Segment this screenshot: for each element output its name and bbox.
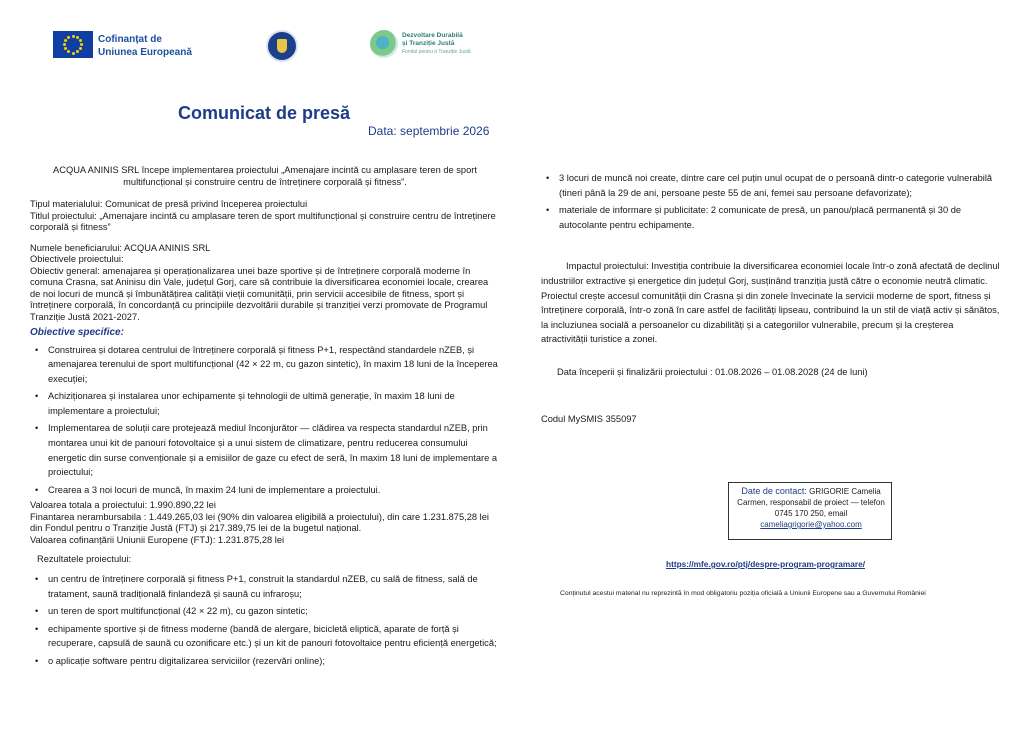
left-column	[30, 165, 500, 672]
page-title: Comunicat de presă	[178, 103, 351, 123]
results-list-left	[30, 572, 500, 669]
eu-star-icon	[79, 39, 82, 42]
project-title: Titlul proiectului: „Amenajare incintă cu amplasare teren de sport multifuncțional și construire centru de întreținere corporală și fitness”	[30, 210, 496, 232]
results-title: Rezultatele proiectului:	[37, 554, 132, 565]
disclaimer: Conținutul acestui material nu reprezintă în mod obligatoriu poziția oficială a Uniunii Europene sau a Guvernului României	[560, 590, 926, 597]
project-impact: Impactul proiectului: Investiția contribuie la diversificarea economiei locale într-o zonă afectată de declinul industriilor extractive și energetice din județul Gorj, susținând tranziția justă către o economie neutră climatic. Proiectul crește accesul comunității din Crasna și din zonele învecinate la servicii moderne de sport, fitness și întreținere corporală, într-o zonă în care astfel de facilități lipseau, contribuind la un stil de viață activ și sănătos, la incluziunea socială a persoanelor cu dizabilități și a categoriilor vulnerabile, precum și la creșterea atractivității turistice a zonei.	[541, 261, 1000, 345]
list-item: • materiale de informare și publicitate: 2 comunicate de presă, un panou/placă permanentă și 30 de autocolante pentru echipamente.	[541, 203, 1001, 232]
press-release-date: Data: septembrie 2026	[368, 124, 490, 138]
contact-box	[728, 482, 892, 540]
romanian-government-logo	[266, 30, 298, 62]
intro-paragraph: ACQUA ANINIS SRL începe implementarea proiectului „Amenajare incintă cu amplasare teren de sport multifuncțional și construire centru de întreținere corporală și fitness”.	[53, 165, 477, 187]
eu-cofinanced-logo-text	[98, 33, 192, 59]
eu-star-icon	[76, 50, 79, 53]
eu-star-icon	[64, 39, 67, 42]
objectives-label: Obiectivele proiectului:	[30, 254, 124, 264]
list-item: • Implementarea de soluții care protejează mediul înconjurător — clădirea va respecta standardul nZEB, prin montarea unui kit de panouri fotovoltaice și a unui sistem de climatizare, pentru reducerea consumului energetic din surse convenționale și a emisiilor de gaze cu efect de seră, în maxim 18 luni de implementare a proiectului;	[30, 421, 500, 479]
eu-star-icon	[63, 43, 66, 46]
eu-star-icon	[80, 43, 83, 46]
mysmis-code: Codul MySMIS 355097	[541, 413, 637, 424]
list-item: • o aplicație software pentru digitalizarea serviciilor (rezervări online);	[30, 654, 500, 669]
list-item: • Construirea și dotarea centrului de întreținere corporală și fitness P+1, respectând standardele nZEB, și amenajarea terenului de sport multifuncțional (42 × 22 m, cu gazon sintetic), în maxim 18 luni de la începerea execuției;	[30, 343, 500, 387]
eu-star-icon	[67, 36, 70, 39]
eu-cofinancing-value: Valoarea cofinanțării Uniunii Europene (FTJ): 1.231.875,28 lei	[30, 534, 285, 545]
general-objective: Obiectiv general: amenajarea și operaționalizarea unei baze sportive și de întreținere corporală moderne în comuna Crasna, sat Aninisu din Vale, județul Gorj, care să contribuie la diversificarea economiei locale, crearea de noi locuri de muncă și îmbunătățirea calității vieții comunității, prin servicii accesibile de fitness, sport și întreținere corporală, în concordanță cu principiile dezvoltării durabile și tranziției verzi promovate de Programul Tranziție Justă 2021-2027.	[30, 265, 489, 322]
eu-flag-logo	[53, 31, 93, 58]
eu-star-icon	[72, 52, 75, 55]
contact-details: GRIGORIE Camelia Carmen, responsabil de proiect — telefon 0745 170 250, email	[737, 487, 885, 518]
beneficiary-name: Numele beneficiarului: ACQUA ANINIS SRL	[30, 242, 211, 253]
specific-objectives-title: Obiective specifice:	[30, 327, 124, 338]
program-link[interactable]: https://mfe.gov.ro/ptj/despre-program-programare/	[666, 559, 865, 569]
pdtj-text-line2: și Tranziție Justă	[402, 40, 455, 47]
pdtj-tagline: Fondul pentru o Tranziție Justă	[402, 49, 471, 55]
contact-email-link[interactable]: cameliagrigorie@yahoo.com	[760, 520, 862, 529]
eu-star-icon	[79, 47, 82, 50]
contact-label: Date de contact:	[741, 486, 807, 496]
list-item: • Achiziționarea și instalarea unor echipamente și tehnologii de ultimă generație, în maxim 18 luni de implementare a proiectului;	[30, 389, 500, 418]
list-item: • un centru de întreținere corporală și fitness P+1, construit la standardul nZEB, cu sală de fitness, sală de tratament, saună tradițională finlandeză și saună cu infraroșu;	[30, 572, 500, 601]
project-period: Data începerii și finalizării proiectului : 01.08.2026 – 01.08.2028 (24 de luni)	[557, 366, 868, 377]
pdtj-logo-text	[402, 32, 471, 56]
results-list-right	[541, 171, 1001, 232]
eu-text-line2: Uniunea Europeană	[98, 47, 192, 58]
pdtj-logo	[370, 30, 398, 58]
material-type: Tipul materialului: Comunicat de presă privind începerea proiectului	[30, 199, 308, 209]
pdtj-text-line1: Dezvoltare Durabilă	[402, 32, 463, 39]
list-item: • 3 locuri de muncă noi create, dintre care cel puțin unul ocupat de o persoană dintr-o categorie vulnerabilă (tineri până la 29 de ani, persoane peste 55 de ani, femei sau persoane defavorizate);	[541, 171, 1001, 200]
total-value: Valoarea totala a proiectului: 1.990.890,22 lei	[30, 500, 216, 511]
eu-star-icon	[76, 36, 79, 39]
specific-objectives-list	[30, 343, 500, 498]
list-item: • echipamente sportive și de fitness moderne (bandă de alergare, bicicletă eliptică, aparate de forță și recuperare, capsulă de saună cu ozonificare etc.) și un kit de panouri fotovoltaice pentru eficiență energetică;	[30, 622, 500, 651]
eu-text-line1: Cofinanțat de	[98, 34, 162, 45]
eu-star-icon	[72, 35, 75, 38]
eu-star-icon	[67, 50, 70, 53]
right-column	[541, 171, 1001, 426]
non-reimbursable-financing: Finantarea nerambursabila : 1.449.265,03 lei (90% din valoarea eligibilă a proiectului), din care 1.231.875,28 lei din Fondul pentru o Tranziție Justă (FTJ) și 217.389,75 lei de la bugetul național.	[30, 511, 489, 534]
list-item: • un teren de sport multifuncțional (42 × 22 m), cu gazon sintetic;	[30, 604, 500, 619]
list-item: • Crearea a 3 noi locuri de muncă, în maxim 24 luni de implementare a proiectului.	[30, 483, 500, 498]
